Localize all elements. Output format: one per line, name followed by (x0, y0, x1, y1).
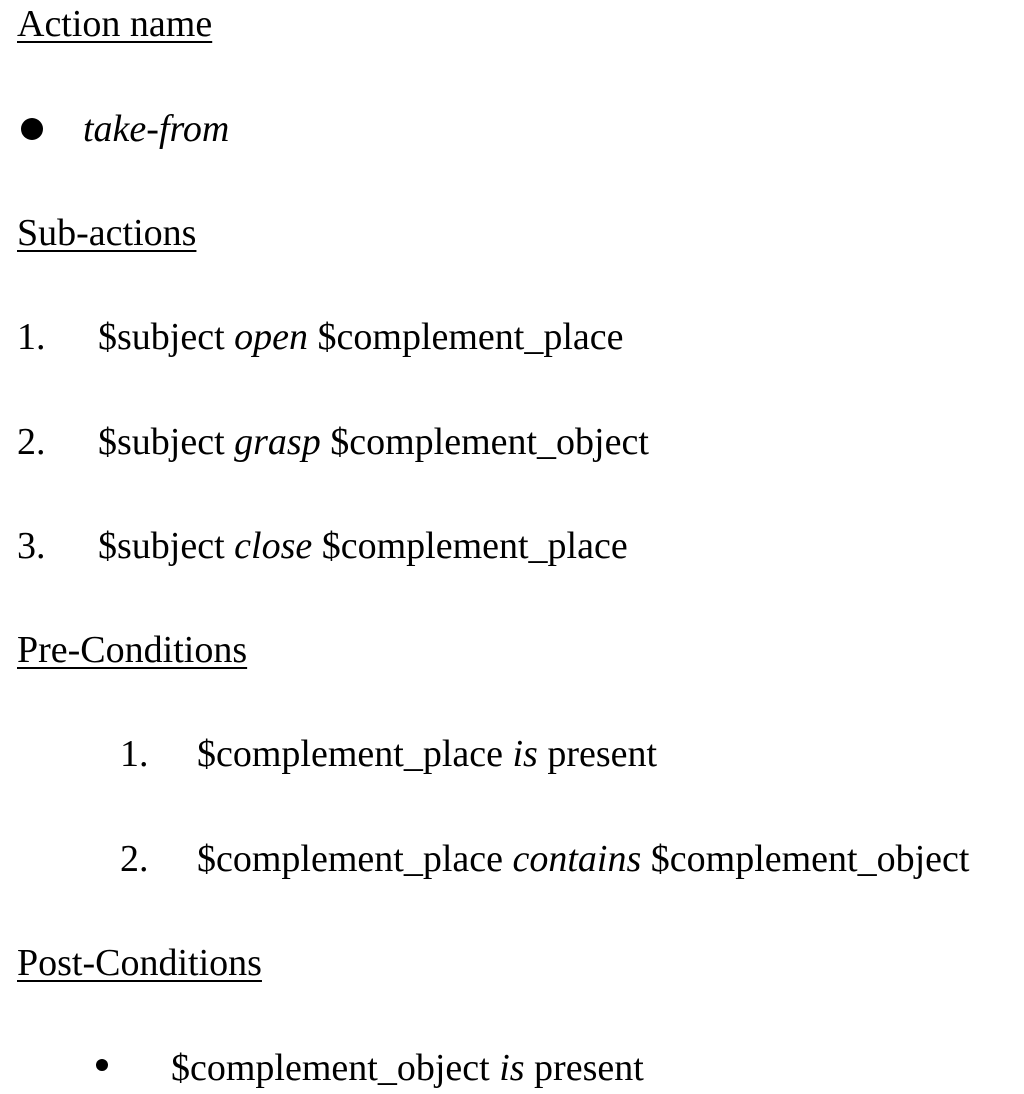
list-number: 1. (17, 316, 46, 358)
list-item-text: $subject close $complement_place (98, 525, 628, 567)
pre-conditions-heading: Pre-Conditions (17, 629, 248, 671)
list-item-text: $subject open $complement_place (98, 316, 624, 358)
action-name-heading: Action name (17, 3, 213, 45)
list-number: 3. (17, 525, 46, 567)
list-number: 2. (17, 421, 46, 463)
post-conditions-heading: Post-Conditions (17, 942, 262, 984)
bullet-disc-icon (21, 118, 43, 140)
list-number: 1. (120, 733, 149, 775)
list-item-text: $complement_place contains $complement_object (197, 838, 970, 880)
list-number: 2. (120, 838, 149, 880)
list-item-text: $complement_place is present (197, 733, 658, 775)
list-item-text: $complement_object is present (171, 1047, 644, 1089)
list-item-text: $subject grasp $complement_object (98, 421, 649, 463)
sub-actions-heading: Sub-actions (17, 212, 197, 254)
action-name-value: take-from (83, 108, 230, 150)
bullet-dot-icon (96, 1059, 108, 1071)
